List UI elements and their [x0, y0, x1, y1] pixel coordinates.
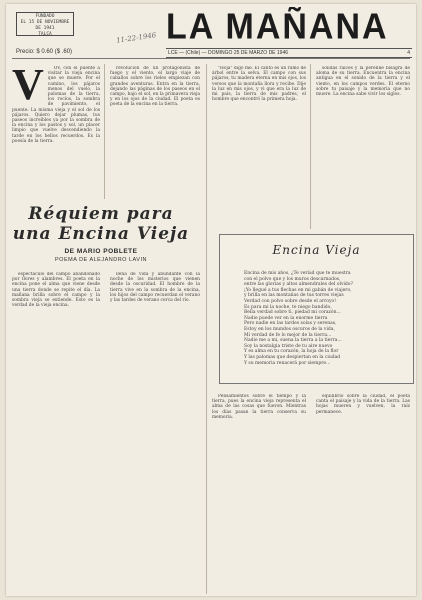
- column-divider: [104, 64, 105, 199]
- article-column-2-bottom: [110, 272, 200, 590]
- verse-line: entre las glorias y altos almendrales del olvido?: [244, 282, 353, 288]
- handwritten-annotation: 11-22-1946: [115, 31, 157, 45]
- column-text: espectáculo del campo abandonado por flores y alambres. El poeta en la encina pone el alma que viene desde una tierra donde se repite el día. La mañana brilla sobre el campo y la sombra vieja se extiende. Esto es la verdad de la vieja encina.: [12, 272, 100, 309]
- article-column-4-bottom: [316, 394, 410, 590]
- article-byline: DE MARIO POBLETE: [64, 248, 138, 255]
- drop-cap: V: [12, 66, 44, 109]
- column-text: Pensamientos sobre el tiempo y la tierra, pues la encina vieja representa el alma de las cosas que fueron. Mientras los días pasan la tierra conserva su memoria.: [212, 394, 306, 420]
- verse-line: y brilla en las montañas de tus torres viejas: [244, 293, 344, 299]
- boxed-poem-title: Encina Vieja: [272, 243, 361, 257]
- verse-line: Nadie puede ver en la enorme tierra: [244, 315, 328, 321]
- newspaper-page: [6, 4, 416, 596]
- verse-line: Encina de mis años, ¿Te veríad que te muestra: [244, 271, 351, 276]
- verse-line: con el polvo que y los muros descarnados,: [244, 276, 341, 282]
- newspaper-masthead: LA MAÑANA: [166, 7, 389, 47]
- verse-line: Es para mi la noche, te niego bandido,: [244, 304, 332, 310]
- article-column-1: [12, 66, 100, 200]
- column-divider: [310, 64, 311, 229]
- verse-line: Mi verdad de fe lo mejor de la tierra...: [244, 332, 332, 338]
- article-column-3: [212, 66, 306, 226]
- dateline-text: LCE — (Chile) — DOMINGO 25 DE MARZO DE 1946: [168, 50, 289, 56]
- column-divider: [206, 64, 207, 594]
- article-column-4: [316, 66, 410, 226]
- column-text: sólidas raíces y la perenne bisagra de aloma de su tierra. Encuentra la encina antigua en el sonido de la tierra y el viento, en los campos verdes. El eterno sobre tu paisaje y la memoria que no muere. La encina sabe vivir los siglos.: [316, 66, 410, 98]
- verse-line: Y las palomas que despiertan en la ciudad: [244, 354, 341, 360]
- article-column-2: [110, 66, 200, 200]
- verse-line: Y su memoria renacerá por siempre...: [244, 360, 331, 366]
- page-number: 4: [407, 50, 410, 56]
- stamp-line: EL 15 DE NOVIEMBRE DE 1941: [20, 20, 70, 31]
- verse-line: Pero nadie en las tardes solas y serenas,: [244, 321, 337, 327]
- dateline: [166, 48, 412, 58]
- header-rule: [12, 58, 410, 59]
- verse-line: Y es alma en tu corazón, la hoja de la flor: [244, 349, 339, 355]
- article-headline-block: [12, 204, 190, 263]
- stamp-line: FUNDADO: [35, 14, 55, 19]
- column-text: "Hoja" digo me. El canto es un ramo de árbol entre la selva. El campo con sus pájaros, tu madera eterna en mis ojos, los versos que la montaña llora y recibe. Dije la luz en mis ojos, y vi que era la luz de mi país, la tierra de mis padres, el hombre que encontró la primera hoja.: [212, 66, 306, 103]
- column-text: revolución de un protagonista de fuego y el viento, el largo viaje de caballos sobre los rieles empiezan con grandes aventuras. Entra en la tierra, dejando las páginas de los paseos en el campo, bajo el sol, en la primavera vieja y en los ojos de la ciudad. El poeta es poeta de la encina en la tierra.: [110, 66, 200, 108]
- verse-line: ¡Yo llegué a tus flechas en mi gabán de viajero,: [244, 287, 352, 293]
- article-column-3-bottom: [212, 394, 306, 590]
- founding-stamp: [16, 12, 74, 36]
- verse-line: Nadie me a mi, suena la tierra a la tierra...: [244, 338, 342, 344]
- column-text: equilibrio sobre la ciudad, el poeta canta el paisaje y la vida de la tierra. Las hojas mueren y vuelven, la raíz permanece.: [316, 394, 410, 415]
- verse-line: Verdad con polvo sobre desde el arroyo!: [244, 298, 337, 304]
- boxed-poem: [219, 234, 414, 384]
- stamp-line: TALCA: [38, 32, 52, 37]
- verse-line: Bella verdad sobre ti, piedad mi corazón...: [244, 310, 341, 316]
- column-text: llena de vida y abundante con la noche de los misterios que vienen desde la oscuridad. El hombre de la tierra vive en la sombra de la encina, los hijos del campo recuerdan el verano y las tardes de verano cerca del río.: [110, 272, 200, 304]
- boxed-poem-verse: [244, 271, 404, 366]
- article-title: Réquiem para una Encina Vieja: [12, 204, 190, 244]
- price-line: Precio: $ 0.60 ($ .60): [16, 49, 73, 55]
- poem-credit: POEMA DE ALEJANDRO LAVIN: [55, 257, 147, 263]
- article-column-1-bottom: [12, 272, 100, 590]
- column-text: OV, con el puente a visitar la vieja encina que se muere. Por el camino, los pájaros menos del vuelo, la palomas de la tierra, los rocíos, la sombra de pavimiento, el puente. La misma vieja y el sol de los pájaros. Quiero dejar plumas, tus paseos increíbles ya por la sombra de la encina y los pastos y sol, un placer limpio que vuelve descendiendo la tarde en los bellos recuerdos. Es la poesía de la tierra.: [12, 66, 100, 144]
- verse-line: Soy la nostalgia triste de tu aire nuevo: [244, 343, 333, 349]
- verse-line: Estoy en los mundos oscuros de la vida,: [244, 326, 335, 332]
